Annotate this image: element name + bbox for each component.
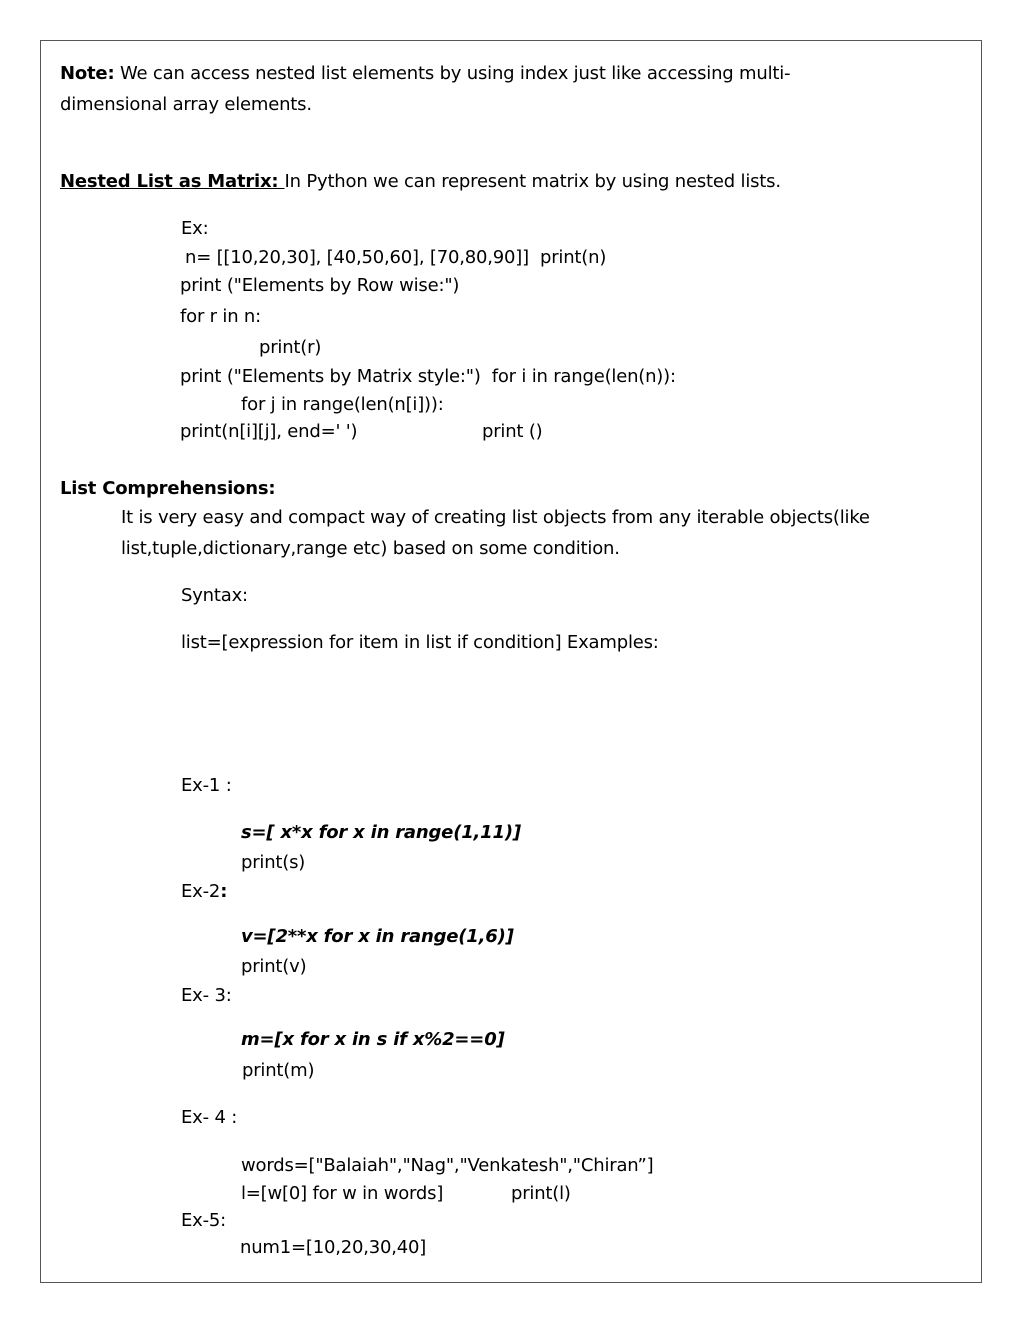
comprehensions-heading: List Comprehensions: [60,478,276,499]
ex2-colon: : [220,881,228,902]
ex3-code: m=[x for x in s if x%2==0] [241,1029,505,1050]
note-label: Note: [60,63,115,84]
nested-matrix-text: In Python we can represent matrix by using nested lists. [284,171,781,192]
syntax-label: Syntax: [181,585,248,606]
ex1-code: s=[ x*x for x in range(1,11)] [241,822,521,843]
note-text: We can access nested list elements by using index just like accessing multi- [114,63,791,84]
code-line: for j in range(len(n[i])): [241,394,444,415]
note-line-1 [60,63,790,85]
code-line: print(r) [259,337,322,358]
ex2-label: Ex-2 [181,881,221,902]
syntax-text: list=[expression for item in list if condition] Examples: [181,632,659,653]
code-line: n= [[10,20,30], [40,50,60], [70,80,90]] print(n) [185,247,607,268]
ex4-line-1: words=["Balaiah","Nag","Venkatesh","Chiran”] [241,1155,654,1176]
nested-matrix-heading: Nested List as Matrix: [60,171,285,192]
ex2-label-line [181,881,227,903]
ex1-print: print(s) [241,852,306,873]
note-line-2: dimensional array elements. [60,94,312,115]
nested-matrix-line [60,171,781,193]
ex4-line-2: l=[w[0] for w in words] [241,1183,444,1204]
comprehensions-desc-line-1: It is very easy and compact way of creating list objects from any iterable objects(like [121,507,870,528]
ex2-print: print(v) [241,956,307,977]
code-line: print () [482,421,543,442]
ex5-line-1: num1=[10,20,30,40] [240,1237,427,1258]
code-line: print(n[i][j], end=' ') [180,421,358,442]
ex4-label: Ex- 4 : [181,1107,238,1128]
comprehensions-desc-line-2: list,tuple,dictionary,range etc) based on some condition. [121,538,620,559]
ex5-label: Ex-5: [181,1210,227,1231]
ex4-print: print(l) [511,1183,571,1204]
ex3-label: Ex- 3: [181,985,232,1006]
ex1-label: Ex-1 : [181,775,232,796]
code-line: print ("Elements by Row wise:") [180,275,460,296]
code-line: print ("Elements by Matrix style:") for i in range(len(n)): [180,366,676,387]
code-ex-label: Ex: [181,218,209,239]
code-line: for r in n: [180,306,261,327]
ex3-print: print(m) [242,1060,315,1081]
ex2-code: v=[2**x for x in range(1,6)] [241,926,514,947]
